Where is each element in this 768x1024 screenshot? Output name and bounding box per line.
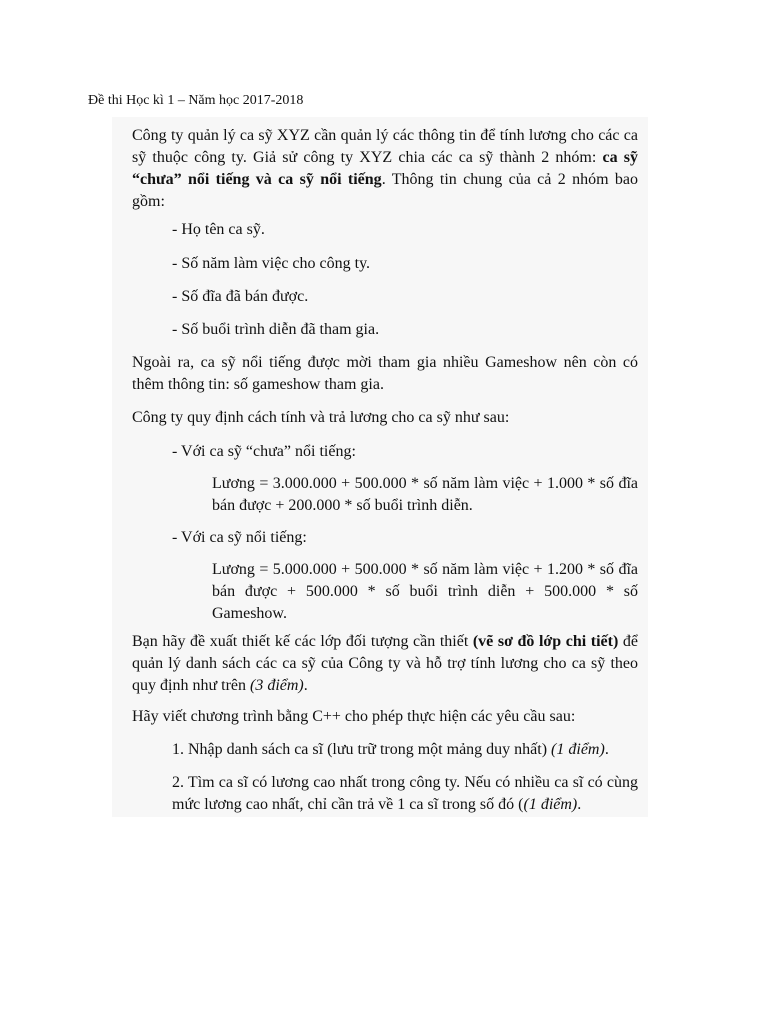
requirement-2 bbox=[172, 772, 638, 816]
requirement-1 bbox=[172, 739, 638, 761]
case2-label: - Với ca sỹ nổi tiếng: bbox=[172, 529, 307, 546]
case1-formula: Lương = 3.000.000 + 500.000 * số năm làm việc + 1.000 * số đĩa bán được + 200.000 * số buổi trình diễn. bbox=[212, 475, 638, 514]
req2-text: 2. Tìm ca sĩ có lương cao nhất trong công ty. Nếu có nhiều ca sĩ có cùng mức lương cao nhất, chỉ cần trả về 1 ca sĩ trong số đó ( bbox=[172, 774, 638, 813]
req1-text: 1. Nhập danh sách ca sĩ (lưu trữ trong một mảng duy nhất) bbox=[172, 741, 552, 758]
intro-bold-text: ca sỹ “chưa” nổi tiếng và ca sỹ nổi tiếng bbox=[132, 149, 639, 188]
intro-text-1: Công ty quản lý ca sỹ XYZ cần quản lý các thông tin để tính lương cho các ca sỹ thuộc công ty. Giả sử công ty XYZ chia các ca sỹ thành 2 nhóm: bbox=[132, 127, 638, 166]
case2-formula: Lương = 5.000.000 + 500.000 * số năm làm việc + 1.200 * số đĩa bán được + 500.000 * số buổi trình diễn + 500.000 * số Gameshow. bbox=[212, 561, 638, 622]
req1-end: . bbox=[604, 741, 609, 758]
info-item-discs: - Số đĩa đã bán được. bbox=[172, 288, 309, 305]
task-text-2: để quản lý danh sách các ca sỹ của Công ty và hỗ trợ tính lương cho ca sỹ theo quy định như trên bbox=[132, 633, 639, 694]
intro-text-2: . Thông tin chung của cả 2 nhóm bao gồm: bbox=[132, 171, 638, 210]
req1-points: (1 điểm) bbox=[551, 741, 605, 758]
req2-end: . bbox=[577, 796, 582, 813]
program-intro: Hãy viết chương trình bằng C++ cho phép thực hiện các yêu cầu sau: bbox=[132, 708, 576, 725]
req2-points: (1 điểm) bbox=[523, 796, 578, 813]
extra-info-paragraph: Ngoài ra, ca sỹ nổi tiếng được mời tham gia nhiều Gameshow nên còn có thêm thông tin: số gameshow tham gia. bbox=[132, 354, 638, 393]
info-item-years: - Số năm làm việc cho công ty. bbox=[172, 255, 371, 272]
task-points: (3 điểm) bbox=[250, 677, 304, 694]
info-item-name: - Họ tên ca sỹ. bbox=[172, 221, 265, 238]
task-paragraph bbox=[132, 631, 638, 697]
task-bold-text: (vẽ sơ đồ lớp chi tiết) bbox=[472, 633, 619, 650]
rule-intro: Công ty quy định cách tính và trả lương cho ca sỹ như sau: bbox=[132, 409, 510, 426]
exam-header: Đề thi Học kì 1 – Năm học 2017-2018 bbox=[88, 93, 304, 108]
exam-content bbox=[112, 117, 648, 817]
intro-paragraph bbox=[132, 125, 638, 213]
case1-label: - Với ca sỹ “chưa” nổi tiếng: bbox=[172, 443, 356, 460]
task-text-1: Bạn hãy đề xuất thiết kế các lớp đối tượng cần thiết bbox=[132, 633, 473, 650]
task-text-3: . bbox=[303, 677, 308, 694]
info-item-shows: - Số buổi trình diễn đã tham gia. bbox=[172, 321, 380, 338]
